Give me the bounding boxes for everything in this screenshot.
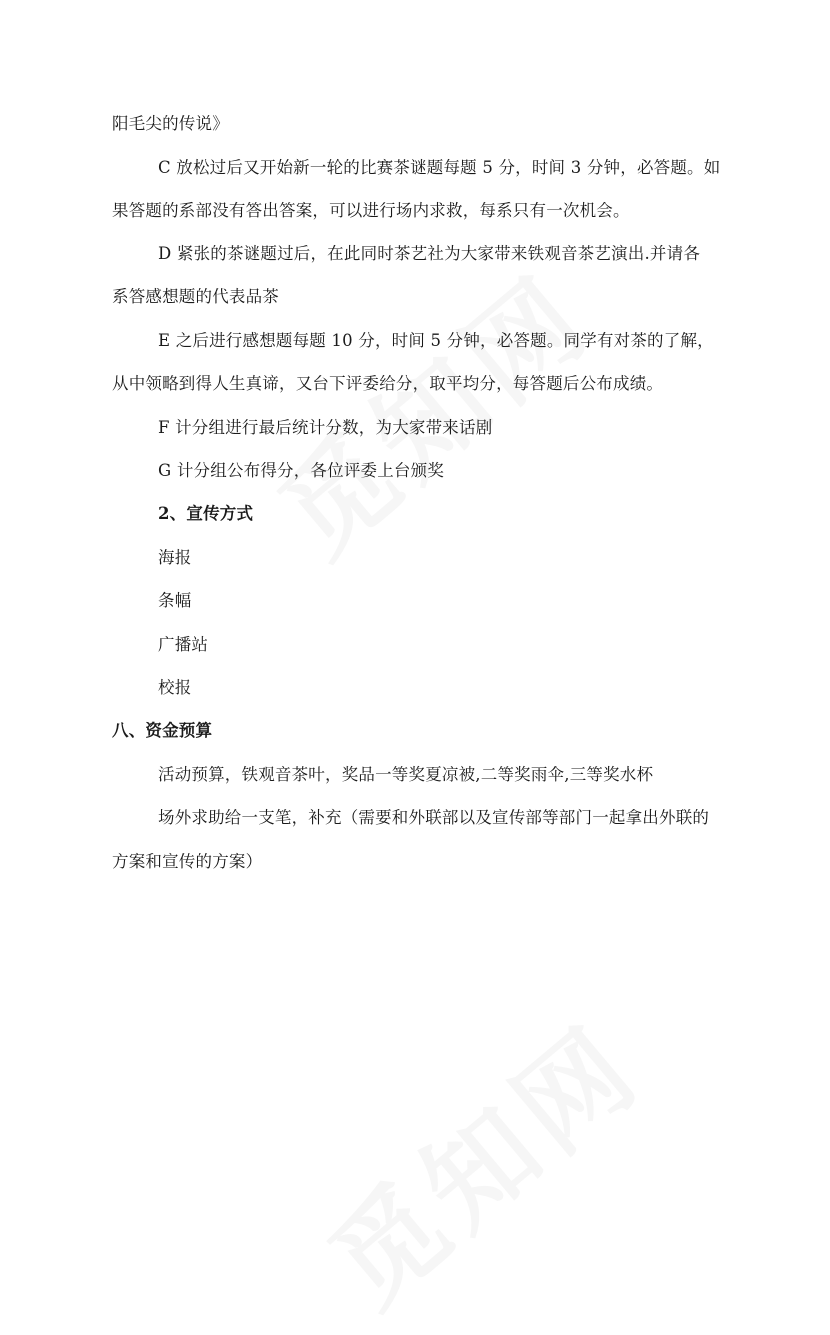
text-line: 条幅 (158, 591, 192, 610)
text-line: G 计分组公布得分，各位评委上台颁奖 (158, 461, 445, 480)
section-heading: 2、宣传方式 (158, 504, 254, 523)
text-line: 场外求助给一支笔，补充（需要和外联部以及宣传部等部门一起拿出外联的 (158, 808, 710, 827)
text-line: 阳毛尖的传说》 (112, 114, 229, 133)
text-line: F 计分组进行最后统计分数，为大家带来话剧 (158, 418, 493, 437)
text-line: 活动预算，铁观音茶叶，奖品一等奖夏凉被,二等奖雨伞,三等奖水杯 (158, 765, 654, 784)
text-line: 校报 (158, 678, 192, 697)
watermark (241, 233, 618, 585)
text-line: C 放松过后又开始新一轮的比赛茶谜题每题 5 分，时间 3 分钟，必答题。如 (158, 158, 721, 177)
text-line: 系答感想题的代表品茶 (112, 287, 279, 306)
text-line: 方案和宣传的方案） (112, 852, 263, 871)
text-line: 果答题的系部没有答出答案，可以进行场内求救，每系只有一次机会。 (112, 201, 630, 220)
text-line: E 之后进行感想题每题 10 分，时间 5 分钟，必答题。同学有对茶的了解， (158, 331, 714, 350)
text-line: 广播站 (158, 635, 209, 654)
text-line: 海报 (158, 548, 192, 567)
text-line: D 紧张的茶谜题过后，在此同时茶艺社为大家带来铁观音茶艺演出.并请各 (158, 244, 701, 263)
section-heading: 八、资金预算 (112, 721, 213, 740)
watermark (291, 983, 668, 1335)
text-line: 从中领略到得人生真谛，又台下评委给分，取平均分，每答题后公布成绩。 (112, 374, 664, 393)
